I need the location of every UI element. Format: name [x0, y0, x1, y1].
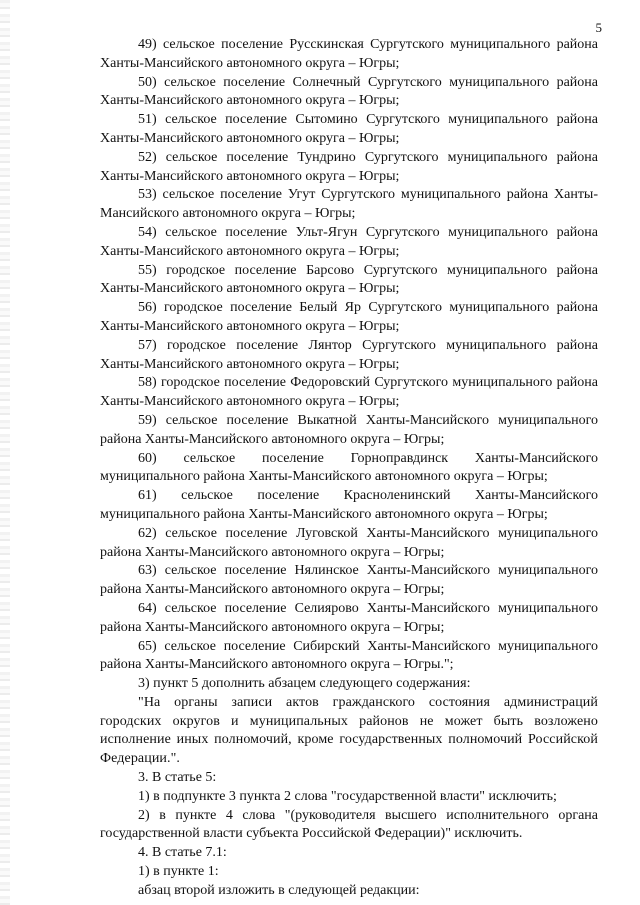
paragraph: 60) сельское поселение Горноправдинск Ханты-Мансийского муниципального района Ханты-Мансийского автономного округа – Югры;	[100, 450, 598, 485]
quoted-paragraph: "На органы записи актов гражданского состояния администраций городских округов и муниципальных районов не может быть возложено исполнение иных полномочий, кроме государственных полномочий Российской Федерации.".	[100, 694, 598, 767]
article-heading: 4. В статье 7.1:	[138, 845, 227, 861]
paragraph: 3) пункт 5 дополнить абзацем следующего содержания:	[138, 676, 471, 692]
paragraph: 1) в пункте 1:	[138, 864, 219, 880]
paragraph: 65) сельское поселение Сибирский Ханты-Мансийского муниципального района Ханты-Мансийского автономного округа – Югры.";	[100, 638, 598, 673]
paragraph: 57) городское поселение Лянтор Сургутского муниципального района Ханты-Мансийского автономного округа – Югры;	[100, 337, 598, 372]
scan-margin-artifact	[0, 0, 10, 905]
paragraph: 62) сельское поселение Луговской Ханты-Мансийского муниципального района Ханты-Мансийского автономного округа – Югры;	[100, 525, 598, 560]
paragraph: 59) сельское поселение Выкатной Ханты-Мансийского муниципального района Ханты-Мансийского автономного округа – Югры;	[100, 412, 598, 447]
paragraph: 61) сельское поселение Красноленинский Ханты-Мансийского муниципального района Ханты-Мансийского автономного округа – Югры;	[100, 488, 598, 522]
paragraph: 52) сельское поселение Тундрино Сургутского муниципального района Ханты-Мансийского автономного округа – Югры;	[100, 149, 598, 184]
paragraph: 50) сельское поселение Солнечный Сургутского муниципального района Ханты-Мансийского автономного округа – Югры;	[100, 74, 598, 109]
paragraph: 55) городское поселение Барсово Сургутского муниципального района Ханты-Мансийского автономного округа – Югры;	[100, 262, 598, 297]
paragraph: 51) сельское поселение Сытомино Сургутского муниципального района Ханты-Мансийского автономного округа – Югры;	[100, 112, 598, 146]
document-body	[100, 36, 598, 901]
paragraph: 2) в пункте 4 слова "(руководителя высшего исполнительного органа государственной власти субъекта Российской Федерации)" исключить.	[100, 807, 598, 842]
paragraph: 58) городское поселение Федоровский Сургутского муниципального района Ханты-Мансийского автономного округа – Югры;	[100, 375, 598, 410]
paragraph: 54) сельское поселение Ульт-Ягун Сургутского муниципального района Ханты-Мансийского автономного округа – Югры;	[100, 224, 598, 259]
paragraph: 64) сельское поселение Селиярово Ханты-Мансийского муниципального района Ханты-Мансийского автономного округа – Югры;	[100, 600, 598, 635]
paragraph: абзац второй изложить в следующей редакции:	[138, 882, 420, 898]
paragraph: 1) в подпункте 3 пункта 2 слова "государственной власти" исключить;	[138, 788, 557, 804]
paragraph: 63) сельское поселение Нялинское Ханты-Мансийского муниципального района Ханты-Мансийского автономного округа – Югры;	[100, 563, 598, 598]
article-heading: 3. В статье 5:	[138, 770, 217, 786]
page-number: 5	[595, 20, 602, 35]
paragraph: 53) сельское поселение Угут Сургутского муниципального района Ханты-Мансийского автономного округа – Югры;	[100, 187, 598, 222]
paragraph: 56) городское поселение Белый Яр Сургутского муниципального района Ханты-Мансийского автономного округа – Югры;	[100, 300, 598, 334]
paragraph: 49) сельское поселение Русскинская Сургутского муниципального района Ханты-Мансийского автономного округа – Югры;	[100, 37, 598, 71]
